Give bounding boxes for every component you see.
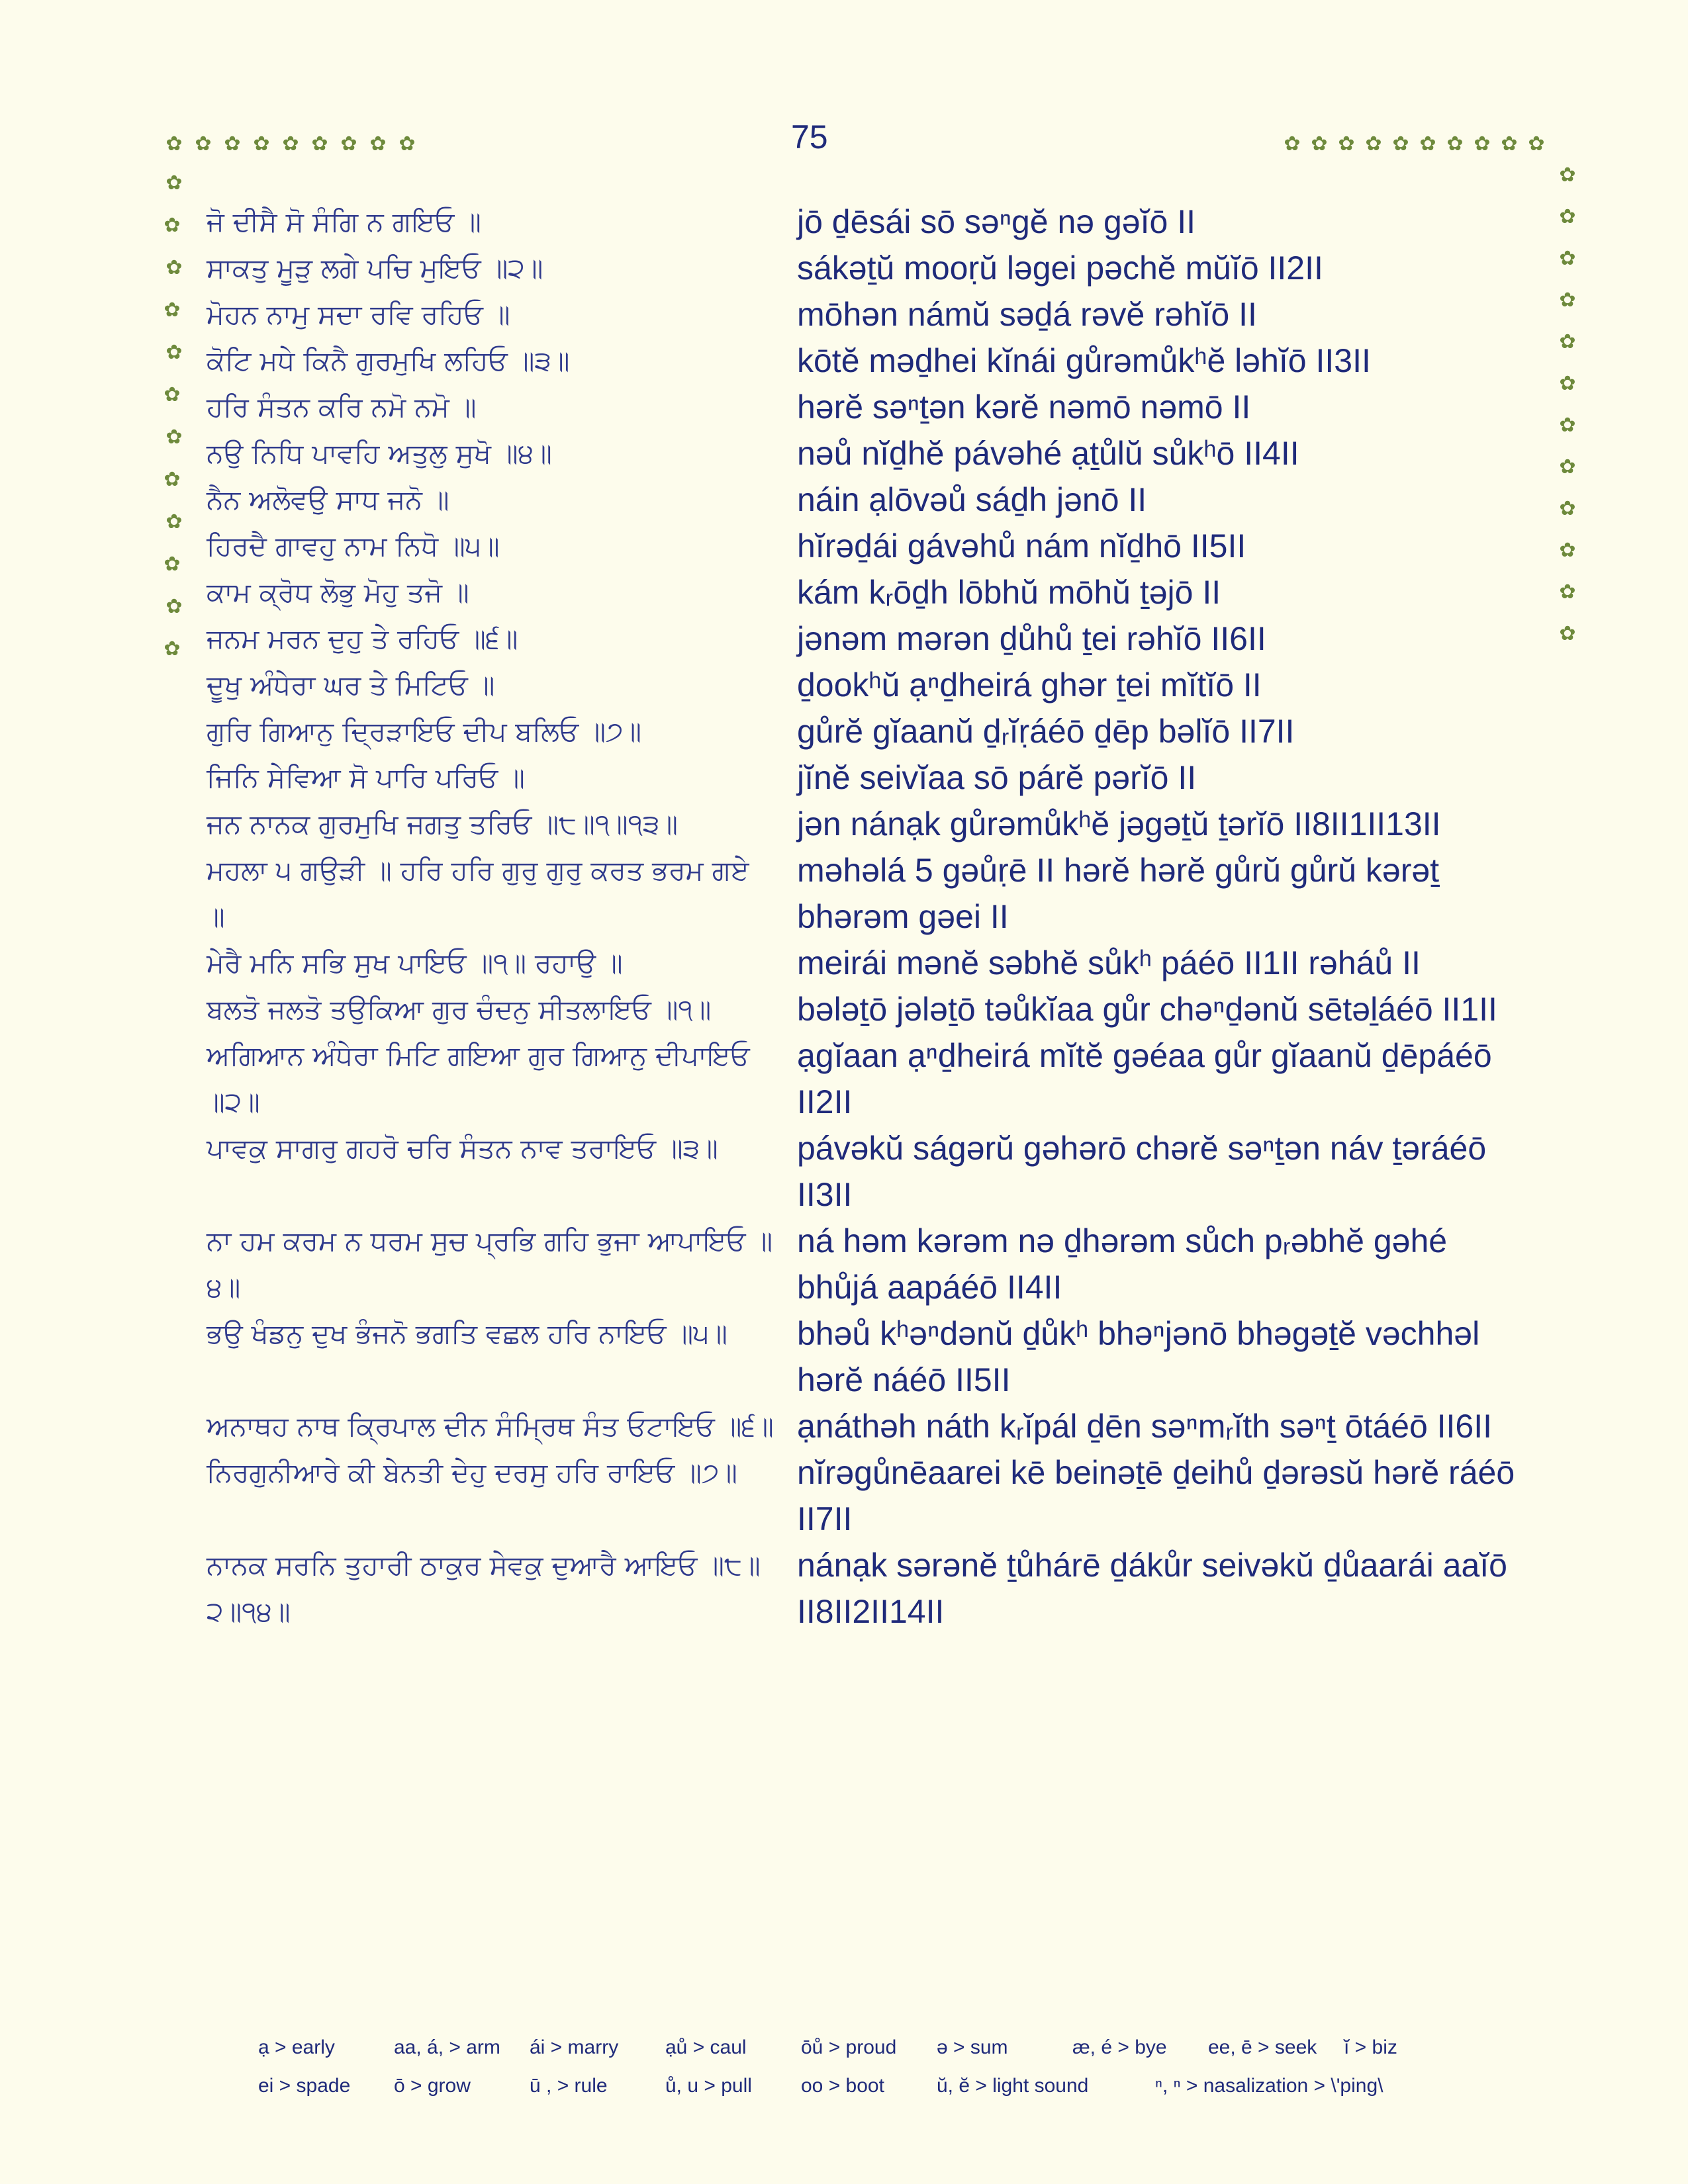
transliteration-line: ạgĭaan ạⁿḏheirá mĭtĕ gəéaa gůr gĭaanŭ ḏēpáéō II2II: [797, 1037, 1492, 1120]
green-flower-icon: ✿: [1559, 289, 1576, 311]
green-flower-icon: ✿: [195, 133, 212, 155]
green-flower-icon: ✿: [165, 426, 183, 448]
green-flower-icon: ✿: [164, 553, 181, 575]
legend-item: ee, ē > seek: [1208, 2036, 1317, 2058]
green-flower-icon: ✿: [282, 133, 299, 155]
gurmukhi-line: ਨਾਨਕ ਸਰਨਿ ਤੁਹਾਰੀ ਠਾਕੁਰ ਸੇਵਕੁ ਦੁਆਰੈ ਆਇਓ ॥੮॥੨॥੧੪॥: [207, 1549, 761, 1627]
gurmukhi-line: ਕੋਟਿ ਮਧੇ ਕਿਨੈ ਗੁਰਮੁਖਿ ਲਹਿਓ ॥੩॥: [207, 345, 570, 377]
gurmukhi-line: ਅਨਾਥਹ ਨਾਥ ਕ੍ਰਿਪਾਲ ਦੀਨ ਸੰਮ੍ਰਿਥ ਸੰਤ ਓਟਾਇਓ ॥੬॥: [207, 1410, 774, 1442]
transliteration-line: ạnáthəh náth kᵣĭpál ḏēn səⁿmᵣĭth səⁿṯ ōtáéō II6II: [797, 1408, 1493, 1445]
gurmukhi-line: ਜਿਨਿ ਸੇਵਿਆ ਸੋ ਪਾਰਿ ਪਰਿਓ ॥: [207, 762, 525, 794]
green-flower-icon: ✿: [1419, 133, 1436, 155]
transliteration-line: pávəkŭ ságərŭ gəhərō chərĕ səⁿṯən náv ṯəráéō II3II: [797, 1130, 1487, 1213]
transliteration-line: nánạk sərənĕ ṯůhárē ḏákůr seivəkŭ ḏůaarái aaĭō II8II2II14II: [797, 1547, 1507, 1630]
verse-row: [207, 1542, 1530, 1635]
gurmukhi-line: ਗੁਰਿ ਗਿਆਨੁ ਦ੍ਰਿੜਾਇਓ ਦੀਪ ਬਲਿਓ ॥੭॥: [207, 715, 642, 747]
gurmukhi-line: ਨਿਰਗੁਨੀਆਰੇ ਕੀ ਬੇਨਤੀ ਦੇਹੁ ਦਰਸੁ ਹਰਿ ਰਾਇਓ ॥੭॥: [207, 1457, 737, 1488]
transliteration-line: gůrĕ gĭaanŭ ḏᵣĭṛáéō ḏēp bəlĭō II7II: [797, 713, 1295, 750]
green-flower-icon: ✿: [165, 133, 183, 155]
green-flower-icon: ✿: [1559, 206, 1576, 228]
verse-row: [207, 384, 1530, 430]
green-flower-icon: ✿: [164, 214, 181, 236]
legend-item: ōů > proud: [801, 2036, 897, 2058]
legend-item: oo > boot: [801, 2075, 884, 2097]
verse-row: [207, 430, 1530, 477]
legend-item: ů, u > pull: [665, 2075, 752, 2097]
transliteration-line: bələṯō jələṯō təůkĭaa gůr chəⁿḏənŭ sētəḻáéō II1II: [797, 991, 1497, 1028]
green-flower-icon: ✿: [1559, 414, 1576, 436]
verse-row: [207, 338, 1530, 384]
gurmukhi-line: ਨੈਨ ਅਲੋਵਉ ਸਾਧ ਜਨੋ ॥: [207, 484, 449, 516]
green-flower-icon: ✿: [1528, 133, 1545, 155]
transliteration-line: jō ḏēsái sō səⁿgĕ nə gəĭō II: [797, 203, 1196, 240]
legend-row: [258, 2028, 1516, 2067]
green-flower-icon: ✿: [340, 133, 357, 155]
verse-row: [207, 847, 1530, 940]
transliteration-line: bhəů kʰəⁿdənŭ ḏůkʰ bhəⁿjənō bhəgəṯĕ vəchhəl hərĕ náéō II5II: [797, 1315, 1480, 1398]
legend-item: ạů > caul: [665, 2036, 747, 2058]
transliteration-line: kám kᵣōḏh lōbhŭ mōhŭ ṯəjō II: [797, 574, 1221, 611]
green-flower-icon: ✿: [1392, 133, 1409, 155]
transliteration-line: ḏookʰŭ ạⁿḏheirá ghər ṯei mĭtĭō II: [797, 666, 1262, 704]
gurmukhi-line: ਪਾਵਕੁ ਸਾਗਰੁ ਗਹਰੋ ਚਰਿ ਸੰਤਨ ਨਾਵ ਤਰਾਇਓ ॥੩॥: [207, 1132, 718, 1164]
verse-row: [207, 199, 1530, 245]
verse-row: [207, 291, 1530, 338]
gurmukhi-line: ਮੇਰੈ ਮਨਿ ਸਭਿ ਸੁਖ ਪਾਇਓ ॥੧॥ ਰਹਾਉ ॥: [207, 947, 623, 979]
green-flower-icon: ✿: [1559, 581, 1576, 603]
gurmukhi-line: ਹਰਿ ਸੰਤਨ ਕਰਿ ਨਮੋ ਨਮੋ ॥: [207, 391, 477, 423]
green-flower-icon: ✿: [1559, 456, 1576, 478]
green-flower-icon: ✿: [1311, 133, 1328, 155]
gurmukhi-line: ਬਲਤੋ ਜਲਤੋ ਤਉਕਿਆ ਗੁਰ ਚੰਦਨੁ ਸੀਤਲਾਇਓ ॥੧॥: [207, 993, 712, 1025]
green-flower-icon: ✿: [399, 133, 416, 155]
green-flower-icon: ✿: [1559, 623, 1576, 645]
transliteration-line: jənəm mərən ḏůhů ṯei rəhĭō II6II: [797, 620, 1266, 657]
gurmukhi-line: ਨਉ ਨਿਧਿ ਪਾਵਹਿ ਅਤੁਲੁ ਸੁਖੋ ॥੪॥: [207, 437, 552, 469]
green-flower-icon: ✿: [224, 133, 241, 155]
verse-row: [207, 940, 1530, 986]
verse-row: [207, 1310, 1530, 1403]
legend-item: ū , > rule: [530, 2075, 608, 2097]
legend-item: ái > marry: [530, 2036, 619, 2058]
green-flower-icon: ✿: [1474, 133, 1491, 155]
verse-row: [207, 754, 1530, 801]
green-flower-icon: ✿: [165, 596, 183, 617]
transliteration-line: náin ạlōvəů sáḏh jənō II: [797, 481, 1147, 518]
verse-row: [207, 477, 1530, 523]
pronunciation-legend: [258, 2028, 1516, 2105]
gurmukhi-line: ਮੋਹਨ ਨਾਮੁ ਸਦਾ ਰਵਿ ਰਹਿਓ ॥: [207, 298, 510, 330]
transliteration-line: meirái mənĕ səbhĕ sůkʰ páéō II1II rəháů II: [797, 944, 1421, 981]
green-flower-icon: ✿: [1365, 133, 1382, 155]
gurmukhi-line: ਅਗਿਆਨ ਅੰਧੇਰਾ ਮਿਟਿ ਗਇਆ ਗੁਰ ਗਿਆਨੁ ਦੀਪਾਇਓ ॥੨॥: [207, 1040, 750, 1118]
green-flower-icon: ✿: [165, 172, 183, 194]
verse-row: [207, 1449, 1530, 1542]
verse-row: [207, 569, 1530, 615]
legend-item: ə > sum: [937, 2036, 1008, 2058]
verse-row: [207, 1032, 1530, 1125]
transliteration-line: kōtĕ məḏhei kĭnái gůrəmůkʰĕ ləhĭō II3II: [797, 342, 1371, 379]
verse-row: [207, 986, 1530, 1032]
green-flower-icon: ✿: [164, 638, 181, 660]
green-flower-icon: ✿: [165, 257, 183, 279]
green-flower-icon: ✿: [1559, 331, 1576, 353]
legend-item: ⁿ, ⁿ > nasalization > \'ping\: [1155, 2075, 1383, 2097]
transliteration-line: nəů nĭḏhĕ pávəhé ạṯůlŭ sůkʰō II4II: [797, 435, 1299, 472]
legend-item: ei > spade: [258, 2075, 351, 2097]
gurmukhi-line: ਕਾਮ ਕ੍ਰੋਧ ਲੋਭੁ ਮੋਹੁ ਤਜੋ ॥: [207, 576, 469, 608]
legend-row: [258, 2067, 1516, 2105]
gurmukhi-line: ਦੂਖੁ ਅੰਧੇਰਾ ਘਰ ਤੇ ਮਿਟਿਓ ॥: [207, 669, 495, 701]
green-flower-icon: ✿: [1559, 539, 1576, 561]
page-number: 75: [791, 118, 828, 156]
green-flower-icon: ✿: [311, 133, 328, 155]
verse-row: [207, 708, 1530, 754]
green-flower-icon: ✿: [253, 133, 270, 155]
verse-row: [207, 1403, 1530, 1449]
gurmukhi-line: ਸਾਕਤੁ ਮੂੜੁ ਲਗੇ ਪਚਿ ਮੁਇਓ ॥੨॥: [207, 252, 543, 284]
gurmukhi-line: ਜਨਮ ਮਰਨ ਦੁਹੁ ਤੇ ਰਹਿਓ ॥੬॥: [207, 623, 518, 655]
green-flower-icon: ✿: [1338, 133, 1355, 155]
green-flower-icon: ✿: [1559, 373, 1576, 394]
transliteration-line: sákəṯŭ mooṛŭ ləgei pəchĕ mŭĭō II2II: [797, 250, 1323, 287]
verse-row: [207, 523, 1530, 569]
gurmukhi-line: ਮਹਲਾ ੫ ਗਉੜੀ ॥ ਹਰਿ ਹਰਿ ਗੁਰੁ ਗੁਰੁ ਕਰਤ ਭਰਮ ਗਏ ॥: [207, 854, 749, 933]
legend-item: ŭ, ĕ > light sound: [937, 2075, 1089, 2097]
green-flower-icon: ✿: [164, 299, 181, 321]
green-flower-icon: ✿: [1559, 164, 1576, 186]
transliteration-line: jĭnĕ seivĭaa sō párĕ pərĭō II: [797, 759, 1197, 796]
verse-row: [207, 662, 1530, 708]
green-flower-icon: ✿: [1446, 133, 1464, 155]
transliteration-line: hərĕ səⁿṯən kərĕ nəmō nəmō II: [797, 388, 1251, 426]
verse-row: [207, 245, 1530, 291]
transliteration-line: hĭrəḏái gávəhů nám nĭḏhō II5II: [797, 527, 1246, 565]
green-flower-icon: ✿: [165, 341, 183, 363]
green-flower-icon: ✿: [1284, 133, 1301, 155]
legend-item: ō > grow: [394, 2075, 471, 2097]
gurmukhi-line: ਜਨ ਨਾਨਕ ਗੁਰਮੁਖਿ ਜਗਤੁ ਤਰਿਓ ॥੮॥੧॥੧੩॥: [207, 808, 679, 840]
gurmukhi-line: ਭਉ ਖੰਡਨੁ ਦੁਖ ਭੰਜਨੋ ਭਗਤਿ ਵਛਲ ਹਰਿ ਨਾਇਓ ॥੫॥: [207, 1318, 727, 1349]
gurmukhi-line: ਜੋ ਦੀਸੈ ਸੋ ਸੰਗਿ ਨ ਗਇਓ ॥: [207, 206, 481, 238]
legend-item: ạ > early: [258, 2036, 335, 2058]
transliteration-line: ná həm kərəm nə ḏhərəm sůch pᵣəbhĕ gəhé bhůjá aapáéō II4II: [797, 1222, 1448, 1306]
verse-row: [207, 1125, 1530, 1218]
gurmukhi-line: ਹਿਰਦੈ ਗਾਵਹੁ ਨਾਮ ਨਿਧੋ ॥੫॥: [207, 530, 500, 562]
legend-item: æ, é > bye: [1072, 2036, 1167, 2058]
green-flower-icon: ✿: [369, 133, 387, 155]
verse-row: [207, 615, 1530, 662]
transliteration-line: məhəlá 5 gəůṛē II hərĕ hərĕ gůrŭ gůrŭ kərəṯ bhərəm gəei II: [797, 852, 1440, 935]
verse-row: [207, 1218, 1530, 1310]
transliteration-line: mōhən námŭ səḏá rəvĕ rəhĭō II: [797, 296, 1257, 333]
green-flower-icon: ✿: [1559, 498, 1576, 520]
green-flower-icon: ✿: [1501, 133, 1518, 155]
green-flower-icon: ✿: [165, 511, 183, 533]
verse-list: [207, 199, 1530, 1635]
legend-item: aa, á, > arm: [394, 2036, 500, 2058]
green-flower-icon: ✿: [164, 469, 181, 490]
gurmukhi-line: ਨਾ ਹਮ ਕਰਮ ਨ ਧਰਮ ਸੁਚ ਪ੍ਰਭਿ ਗਹਿ ਭੁਜਾ ਆਪਾਇਓ ॥੪॥: [207, 1225, 773, 1303]
green-flower-icon: ✿: [1559, 248, 1576, 269]
transliteration-line: jən nánạk gůrəmůkʰĕ jəgəṯŭ ṯərĭō II8II1II13II: [797, 805, 1441, 842]
green-flower-icon: ✿: [164, 384, 181, 406]
verse-row: [207, 801, 1530, 847]
legend-item: ĭ > biz: [1344, 2036, 1397, 2058]
transliteration-line: nĭrəgůnēaarei kē beinəṯē ḏeihů ḏərəsŭ hərĕ ráéō II7II: [797, 1454, 1515, 1537]
